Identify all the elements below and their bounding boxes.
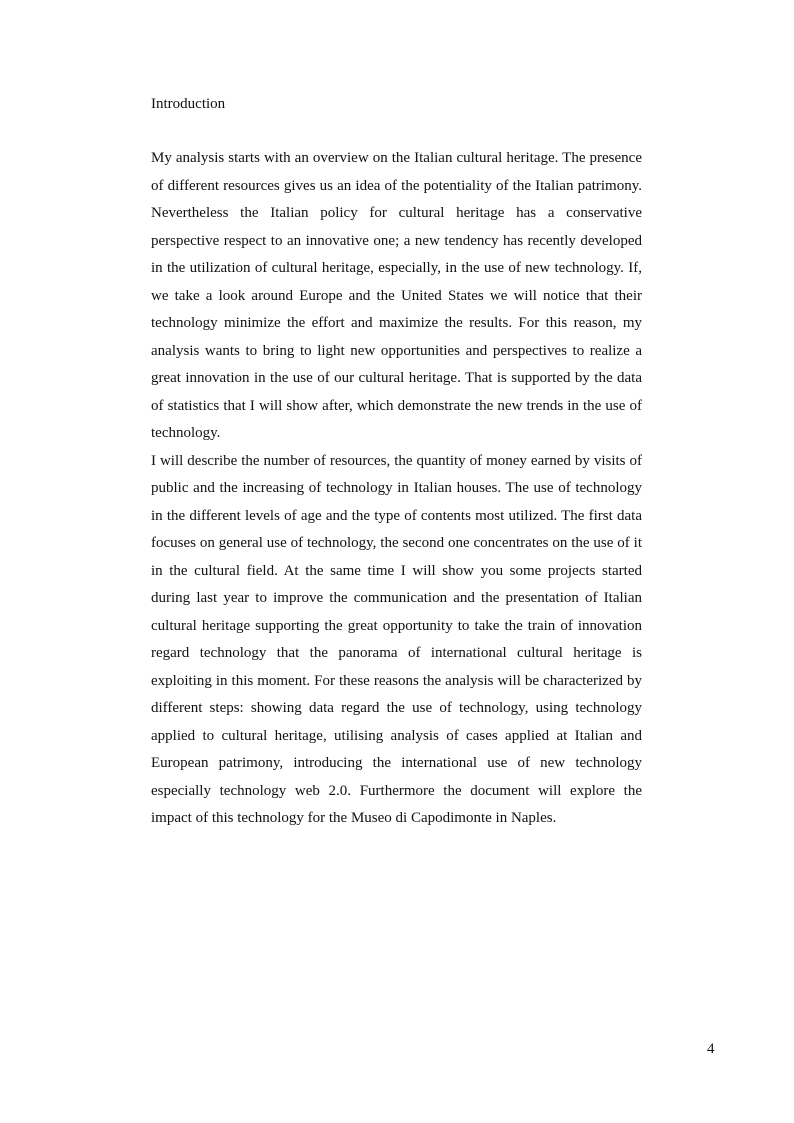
paragraph-description: I will describe the number of resources, the quantity of money earned by visits of public and the increasing of technology in Italian houses. The use of technology in the different levels of age and the type of contents most utilized. The first data focuses on general use of technology, the second one concentrates on the use of it in the cultural field. At the same time I will show you some projects started during last year to improve the communication and the presentation of Italian cultural heritage supporting the great opportunity to take the train of innovation regard technology that the panorama of international cultural heritage is exploiting in this moment. For these reasons the analysis will be characterized by different steps: showing data regard the use of technology, using technology applied to cultural heritage, utilising analysis of cases applied at Italian and European patrimony, introducing the international use of new technology especially technology web 2.0. Furthermore the document will explore the impact of this technology for the Museo di Capodimonte in Naples.: [151, 452, 642, 826]
body-text: [151, 145, 642, 833]
section-heading: Introduction: [151, 96, 226, 112]
page-number: 4: [707, 1041, 715, 1057]
paragraph-overview: My analysis starts with an overview on the Italian cultural heritage. The presence of different resources gives us an idea of the potentiality of the Italian patrimony. Nevertheless the Italian policy for cultural heritage has a conservative perspective respect to an innovative one; a new tendency has recently developed in the utilization of cultural heritage, especially, in the use of new technology. If, we take a look around Europe and the United States we will notice that their technology minimize the effort and maximize the results. For this reason, my analysis wants to bring to light new opportunities and perspectives to realize a great innovation in the use of our cultural heritage. That is supported by the data of statistics that I will show after, which demonstrate the new trends in the use of technology.: [151, 150, 642, 441]
